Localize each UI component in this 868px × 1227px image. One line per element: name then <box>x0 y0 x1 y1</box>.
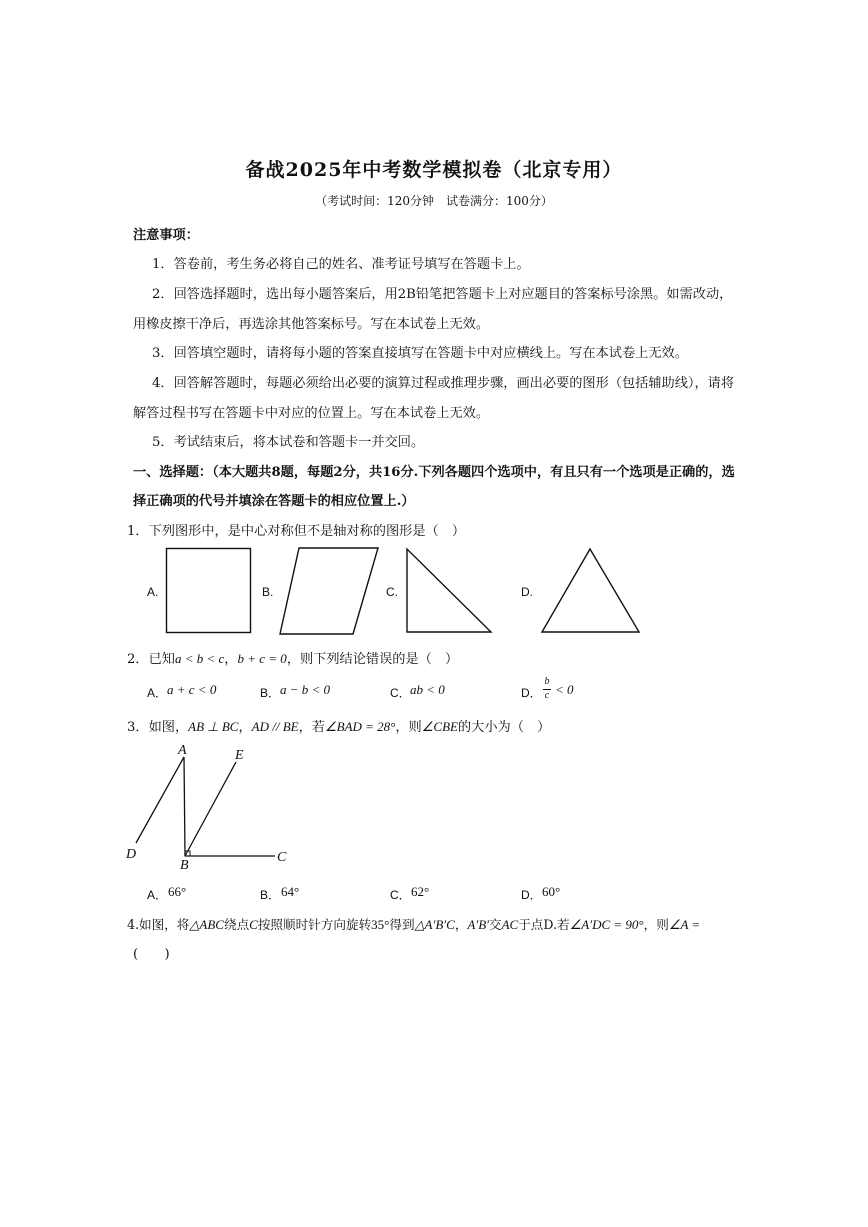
q4-m8: ∠A = <box>668 917 701 932</box>
q3-c2: AD // BE <box>251 719 299 734</box>
q3-label-b: B． <box>260 888 281 902</box>
q4-t2: 绕点 <box>223 917 250 932</box>
q3-c4: ∠CBE <box>421 719 458 734</box>
q1-stem: 1．下列图形中，是中心对称但不是轴对称的图形是（ ） <box>127 524 466 539</box>
q4-m5: A′B′ <box>467 917 489 932</box>
q3-option-b: 64° <box>281 884 300 899</box>
q3-option-a: 66° <box>168 884 187 899</box>
q1-label-a: A. <box>147 585 159 599</box>
q2-cond1: a < b < c <box>174 651 225 666</box>
q2-sep: ， <box>224 652 238 667</box>
q2-suffix: ，则下列结论错误的是（ ） <box>286 652 459 667</box>
exam-title: 备战2025年中考数学模拟卷（北京专用） <box>245 159 623 181</box>
q3-sep1: ， <box>238 720 252 735</box>
note-2b: 用橡皮擦干净后，再选涂其他答案标号。写在本试卷上无效。 <box>133 317 490 332</box>
q3-option-c: 62° <box>411 884 430 899</box>
note-4b: 解答过程书写在答题卡中对应的位置上。写在本试卷上无效。 <box>133 406 490 421</box>
segment-ad <box>136 757 184 843</box>
q4-m7: ∠A′DC = 90° <box>569 917 644 932</box>
q1-label-c: C. <box>386 585 398 599</box>
point-e-label: E <box>235 748 244 763</box>
notes-heading: 注意事项： <box>133 228 199 243</box>
section1-line2: 择正确项的代号并填涂在答题卡的相应位置上.） <box>133 494 415 509</box>
q3-prefix: 3．如图， <box>127 720 189 735</box>
q2-frac-num: b <box>544 676 550 687</box>
q3-option-d: 60° <box>542 884 561 899</box>
q3-c1: AB ⊥ BC <box>188 719 239 734</box>
q2-option-b: a − b < 0 <box>280 682 331 697</box>
q4-t1: 4.如图，将 <box>127 917 190 932</box>
q4-t8: ，则 <box>643 917 669 932</box>
q2-prefix: 2．已知 <box>127 652 175 667</box>
q2-option-c: ab < 0 <box>410 682 445 697</box>
q2-frac-den: c <box>544 690 550 701</box>
q3-label-c: C． <box>390 888 411 902</box>
q2-option-a: a + c < 0 <box>167 682 217 697</box>
q1-label-b: B. <box>262 585 274 599</box>
q4-t7: 于点D.若 <box>518 917 570 932</box>
note-4a: 4．回答解答题时，每题必须给出必要的演算过程或推理步骤，画出必要的图形（包括辅助线），请将 <box>152 376 735 391</box>
q3-label-d: D． <box>521 888 542 902</box>
note-5: 5．考试结束后，将本试卷和答题卡一并交回。 <box>152 435 425 450</box>
q3-mid2: ，则 <box>395 720 422 735</box>
exam-subtitle: （考试时间：120分钟 试卷满分：100分） <box>315 194 553 208</box>
q2-label-b: B． <box>260 686 281 700</box>
segment-be <box>185 762 236 856</box>
q3-c3: ∠BAD = 28° <box>324 719 396 734</box>
q4-m4: △A′B′C <box>414 917 455 932</box>
q4-t3: 按照顺时针方向旋转 <box>257 917 372 932</box>
point-c-label: C <box>277 850 287 865</box>
q4-m1: △ABC <box>189 917 224 932</box>
section1-line1: 一、选择题：（本大题共8题，每题2分，共16分.下列各题四个选项中，有且只有一个选项是正确的，选 <box>133 465 735 480</box>
q2-label-d: D． <box>521 686 542 700</box>
q2-cond2: b + c = 0 <box>237 651 287 666</box>
q2-label-a: A． <box>147 686 168 700</box>
note-3: 3．回答填空题时，请将每小题的答案直接填写在答题卡中对应横线上。写在本试卷上无效。 <box>152 346 688 361</box>
point-d-label: D <box>126 847 137 862</box>
q3-suffix: 的大小为（ ） <box>457 720 551 735</box>
q2-label-c: C． <box>390 686 411 700</box>
point-a-label: A <box>178 743 187 758</box>
q4-m3: 35° <box>371 917 390 932</box>
q4-m2: C <box>249 917 258 932</box>
point-b-label: B <box>180 858 189 873</box>
q4-stem <box>127 914 700 933</box>
q4-t4: 得到 <box>389 917 415 932</box>
q4-t6: 交 <box>488 917 502 932</box>
q4-m6: AC <box>501 917 519 932</box>
q4-answer-bracket: ( ) <box>133 947 170 962</box>
note-2a: 2．回答选择题时，选出每小题答案后，用2B铅笔把答题卡上对应题目的答案标号涂黑。如需改动， <box>152 287 733 302</box>
q2-option-d: < 0 <box>555 682 574 697</box>
note-1: 1．答卷前，考生务必将自己的姓名、准考证号填写在答题卡上。 <box>152 257 530 272</box>
q3-mid: ，若 <box>298 720 325 735</box>
segment-ab <box>184 757 185 856</box>
q3-label-a: A． <box>147 888 168 902</box>
q1-label-d: D. <box>521 585 533 599</box>
q4-t5: ， <box>454 917 468 932</box>
